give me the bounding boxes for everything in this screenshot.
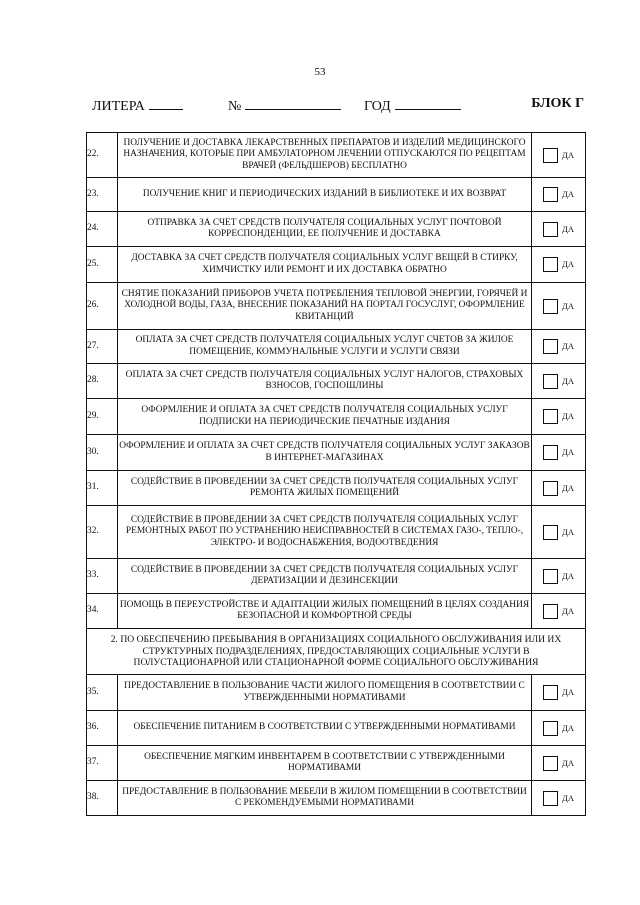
service-description: ОБЕСПЕЧЕНИЕ МЯГКИМ ИНВЕНТАРЕМ В СООТВЕТСТВИИ С УТВЕРЖДЕННЫМИ НОРМАТИВАМИ	[118, 746, 532, 781]
table-row	[87, 133, 586, 178]
row-number: 29.	[87, 399, 118, 435]
number-field	[228, 96, 341, 115]
check-cell	[532, 594, 586, 629]
table-row	[87, 212, 586, 247]
check-cell	[532, 399, 586, 435]
check-cell	[532, 675, 586, 711]
check-cell	[532, 471, 586, 506]
service-description: ОПЛАТА ЗА СЧЕТ СРЕДСТВ ПОЛУЧАТЕЛЯ СОЦИАЛЬНЫХ УСЛУГ НАЛОГОВ, СТРАХОВЫХ ВЗНОСОВ, ГОСПОШЛИНЫ	[118, 364, 532, 399]
table-row	[87, 781, 586, 816]
service-description: СОДЕЙСТВИЕ В ПРОВЕДЕНИИ ЗА СЧЕТ СРЕДСТВ ПОЛУЧАТЕЛЯ СОЦИАЛЬНЫХ УСЛУГ ДЕРАТИЗАЦИИ И ДЕЗИНСЕКЦИИ	[118, 559, 532, 594]
table-row	[87, 364, 586, 399]
check-cell	[532, 435, 586, 471]
form-header	[92, 96, 584, 114]
litera-label: ЛИТЕРА	[92, 99, 145, 114]
row-number: 37.	[87, 746, 118, 781]
litera-field	[92, 96, 183, 115]
check-cell	[532, 506, 586, 559]
row-number: 34.	[87, 594, 118, 629]
service-description: ОБЕСПЕЧЕНИЕ ПИТАНИЕМ В СООТВЕТСТВИИ С УТВЕРЖДЕННЫМИ НОРМАТИВАМИ	[118, 711, 532, 746]
checkbox[interactable]	[543, 569, 558, 584]
service-description: ПРЕДОСТАВЛЕНИЕ В ПОЛЬЗОВАНИЕ ЧАСТИ ЖИЛОГО ПОМЕЩЕНИЯ В СООТВЕТСТВИИ С УТВЕРЖДЕННЫМИ НОРМАТИВАМИ	[118, 675, 532, 711]
table-row	[87, 283, 586, 330]
service-description: СОДЕЙСТВИЕ В ПРОВЕДЕНИИ ЗА СЧЕТ СРЕДСТВ ПОЛУЧАТЕЛЯ СОЦИАЛЬНЫХ УСЛУГ РЕМОНТНЫХ РАБОТ ПО УСТРАНЕНИЮ НЕИСПРАВНОСТЕЙ В СИСТЕМАХ ГАЗО-, ТЕПЛО-, ЭЛЕКТРО- И ВОДОСНАБЖЕНИЯ, ВОДООТВЕДЕНИЯ	[118, 506, 532, 559]
checkbox[interactable]	[543, 409, 558, 424]
table-row	[87, 178, 586, 212]
services-table	[86, 132, 586, 816]
service-description: ОФОРМЛЕНИЕ И ОПЛАТА ЗА СЧЕТ СРЕДСТВ ПОЛУЧАТЕЛЯ СОЦИАЛЬНЫХ УСЛУГ ЗАКАЗОВ В ИНТЕРНЕТ-МАГАЗИНАХ	[118, 435, 532, 471]
checkbox[interactable]	[543, 604, 558, 619]
service-description: ПОМОЩЬ В ПЕРЕУСТРОЙСТВЕ И АДАПТАЦИИ ЖИЛЫХ ПОМЕЩЕНИЙ В ЦЕЛЯХ СОЗДАНИЯ БЕЗОПАСНОЙ И КОМФОРТНОЙ СРЕДЫ	[118, 594, 532, 629]
row-number: 30.	[87, 435, 118, 471]
service-description: СОДЕЙСТВИЕ В ПРОВЕДЕНИИ ЗА СЧЕТ СРЕДСТВ ПОЛУЧАТЕЛЯ СОЦИАЛЬНЫХ УСЛУГ РЕМОНТА ЖИЛЫХ ПОМЕЩЕНИЙ	[118, 471, 532, 506]
checkbox[interactable]	[543, 685, 558, 700]
service-description: ОПЛАТА ЗА СЧЕТ СРЕДСТВ ПОЛУЧАТЕЛЯ СОЦИАЛЬНЫХ УСЛУГ СЧЕТОВ ЗА ЖИЛОЕ ПОМЕЩЕНИЕ, КОММУНАЛЬНЫЕ УСЛУГИ И УСЛУГИ СВЯЗИ	[118, 330, 532, 364]
table-row	[87, 247, 586, 283]
checkbox-label: ДА	[562, 300, 574, 311]
table-row	[87, 399, 586, 435]
row-number: 24.	[87, 212, 118, 247]
checkbox[interactable]	[543, 791, 558, 806]
checkbox-label: ДА	[562, 189, 574, 200]
table-row	[87, 675, 586, 711]
table-row	[87, 435, 586, 471]
check-cell	[532, 212, 586, 247]
check-cell	[532, 781, 586, 816]
checkbox[interactable]	[543, 187, 558, 202]
checkbox-label: ДА	[562, 757, 574, 768]
row-number: 36.	[87, 711, 118, 746]
checkbox-label: ДА	[562, 223, 574, 234]
checkbox[interactable]	[543, 148, 558, 163]
service-description: ОТПРАВКА ЗА СЧЕТ СРЕДСТВ ПОЛУЧАТЕЛЯ СОЦИАЛЬНЫХ УСЛУГ ПОЧТОВОЙ КОРРЕСПОНДЕНЦИИ, ЕЕ ПОЛУЧЕНИЕ И ДОСТАВКА	[118, 212, 532, 247]
row-number: 31.	[87, 471, 118, 506]
year-label: ГОД	[364, 99, 391, 114]
number-input-line[interactable]	[245, 96, 341, 110]
row-number: 23.	[87, 178, 118, 212]
service-description: ПОЛУЧЕНИЕ КНИГ И ПЕРИОДИЧЕСКИХ ИЗДАНИЙ В БИБЛИОТЕКЕ И ИХ ВОЗВРАТ	[118, 178, 532, 212]
row-number: 26.	[87, 283, 118, 330]
check-cell	[532, 364, 586, 399]
checkbox-label: ДА	[562, 375, 574, 386]
year-field	[364, 96, 461, 115]
checkbox-label: ДА	[562, 411, 574, 422]
checkbox-label: ДА	[562, 341, 574, 352]
year-input-line[interactable]	[395, 96, 461, 110]
table-row	[87, 711, 586, 746]
row-number: 32.	[87, 506, 118, 559]
checkbox-label: ДА	[562, 259, 574, 270]
section-title: 2. ПО ОБЕСПЕЧЕНИЮ ПРЕБЫВАНИЯ В ОРГАНИЗАЦИЯХ СОЦИАЛЬНОГО ОБСЛУЖИВАНИЯ ИЛИ ИХ СТРУКТУРНЫХ ПОДРАЗДЕЛЕНИЯХ, ПРЕДОСТАВЛЯЮЩИХ СОЦИАЛЬНЫЕ УСЛУГИ В ПОЛУСТАЦИОНАРНОЙ ИЛИ СТАЦИОНАРНОЙ ФОРМЕ СОЦИАЛЬНОГО ОБСЛУЖИВАНИЯ	[87, 629, 586, 675]
check-cell	[532, 746, 586, 781]
table-row	[87, 594, 586, 629]
check-cell	[532, 330, 586, 364]
check-cell	[532, 178, 586, 212]
row-number: 25.	[87, 247, 118, 283]
checkbox[interactable]	[543, 756, 558, 771]
check-cell	[532, 711, 586, 746]
checkbox-label: ДА	[562, 722, 574, 733]
block-label: БЛОК Г	[531, 96, 584, 111]
checkbox[interactable]	[543, 257, 558, 272]
checkbox-label: ДА	[562, 526, 574, 537]
service-description: ПОЛУЧЕНИЕ И ДОСТАВКА ЛЕКАРСТВЕННЫХ ПРЕПАРАТОВ И ИЗДЕЛИЙ МЕДИЦИНСКОГО НАЗНАЧЕНИЯ, КОТОРЫЕ ПРИ АМБУЛАТОРНОМ ЛЕЧЕНИИ ОТПУСКАЮТСЯ ПО РЕЦЕПТАМ ВРАЧЕЙ (ФЕЛЬДШЕРОВ) БЕСПЛАТНО	[118, 133, 532, 178]
row-number: 27.	[87, 330, 118, 364]
checkbox[interactable]	[543, 222, 558, 237]
checkbox-label: ДА	[562, 605, 574, 616]
checkbox[interactable]	[543, 721, 558, 736]
checkbox-label: ДА	[562, 447, 574, 458]
checkbox-label: ДА	[562, 570, 574, 581]
litera-input-line[interactable]	[149, 96, 183, 110]
table-row	[87, 506, 586, 559]
service-description: ДОСТАВКА ЗА СЧЕТ СРЕДСТВ ПОЛУЧАТЕЛЯ СОЦИАЛЬНЫХ УСЛУГ ВЕЩЕЙ В СТИРКУ, ХИМЧИСТКУ ИЛИ РЕМОНТ И ИХ ДОСТАВКА ОБРАТНО	[118, 247, 532, 283]
service-description: ПРЕДОСТАВЛЕНИЕ В ПОЛЬЗОВАНИЕ МЕБЕЛИ В ЖИЛОМ ПОМЕЩЕНИИ В СООТВЕТСТВИИ С РЕКОМЕНДУЕМЫМИ НОРМАТИВАМИ	[118, 781, 532, 816]
row-number: 28.	[87, 364, 118, 399]
table-row	[87, 746, 586, 781]
checkbox[interactable]	[543, 525, 558, 540]
row-number: 35.	[87, 675, 118, 711]
checkbox[interactable]	[543, 339, 558, 354]
check-cell	[532, 247, 586, 283]
checkbox-label: ДА	[562, 149, 574, 160]
checkbox-label: ДА	[562, 687, 574, 698]
section-header-row	[87, 629, 586, 675]
check-cell	[532, 283, 586, 330]
checkbox-label: ДА	[562, 792, 574, 803]
check-cell	[532, 133, 586, 178]
table-row	[87, 330, 586, 364]
service-description: СНЯТИЕ ПОКАЗАНИЙ ПРИБОРОВ УЧЕТА ПОТРЕБЛЕНИЯ ТЕПЛОВОЙ ЭНЕРГИИ, ГОРЯЧЕЙ И ХОЛОДНОЙ ВОДЫ, ГАЗА, ВНЕСЕНИЕ ПОКАЗАНИЙ НА ПОРТАЛ ГОСУСЛУГ, ОФОРМЛЕНИЕ КВИТАНЦИЙ	[118, 283, 532, 330]
page-number: 53	[314, 66, 326, 78]
row-number: 33.	[87, 559, 118, 594]
checkbox[interactable]	[543, 374, 558, 389]
checkbox-label: ДА	[562, 482, 574, 493]
row-number: 22.	[87, 133, 118, 178]
checkbox[interactable]	[543, 481, 558, 496]
checkbox[interactable]	[543, 299, 558, 314]
table-row	[87, 471, 586, 506]
table-row	[87, 559, 586, 594]
number-label: №	[228, 99, 242, 114]
row-number: 38.	[87, 781, 118, 816]
checkbox[interactable]	[543, 445, 558, 460]
service-description: ОФОРМЛЕНИЕ И ОПЛАТА ЗА СЧЕТ СРЕДСТВ ПОЛУЧАТЕЛЯ СОЦИАЛЬНЫХ УСЛУГ ПОДПИСКИ НА ПЕРИОДИЧЕСКИЕ ПЕЧАТНЫЕ ИЗДАНИЯ	[118, 399, 532, 435]
check-cell	[532, 559, 586, 594]
